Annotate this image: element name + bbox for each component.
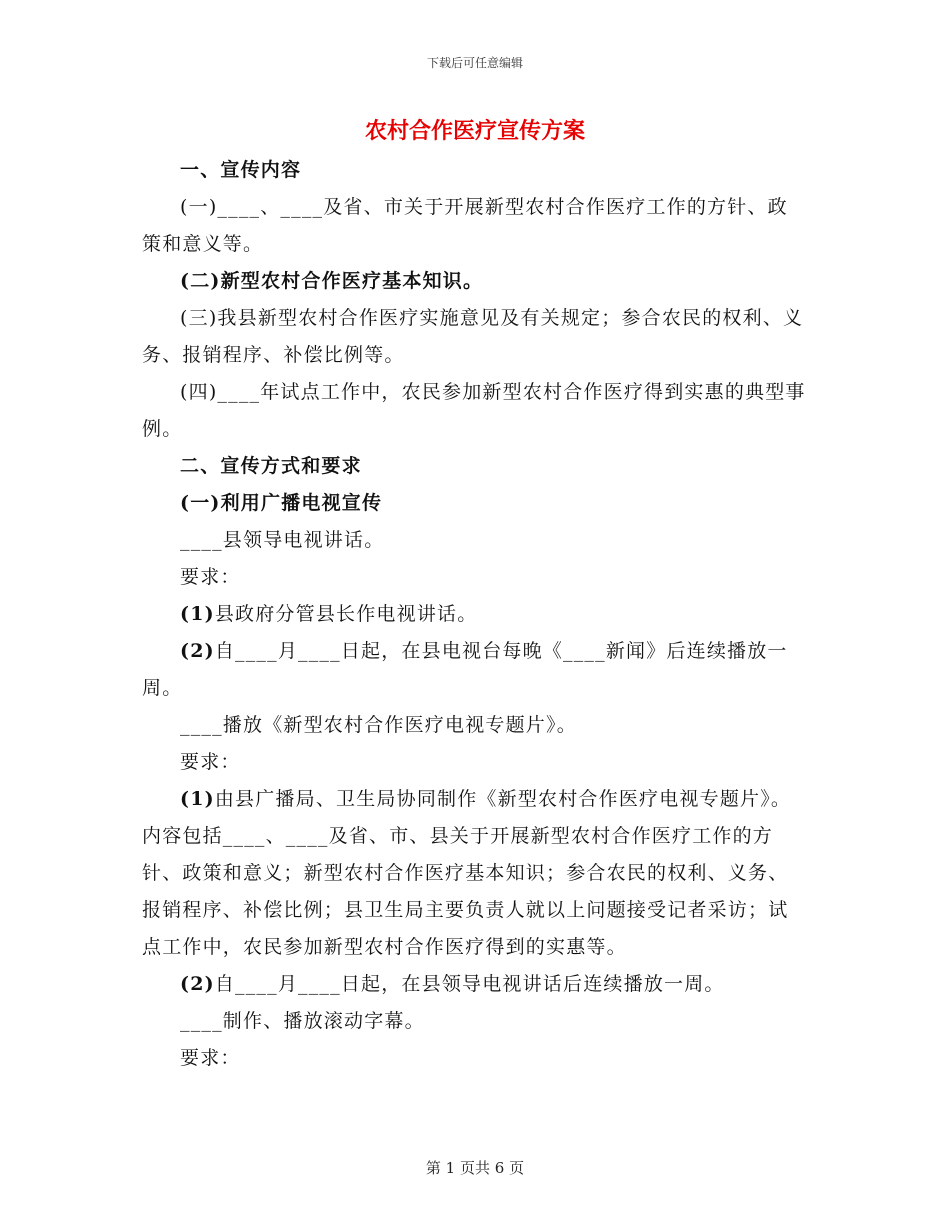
paragraph [142, 596, 808, 633]
item-number: (1) [180, 603, 215, 625]
paragraph-text: 要求： [180, 751, 241, 773]
paragraph [142, 781, 808, 966]
paragraph-text: 一、宣传内容 [180, 159, 302, 181]
paragraph-text: (四)____年试点工作中，农民参加新型农村合作医疗得到实惠的典型事例。 [142, 381, 806, 440]
paragraph-text: 县政府分管县长作电视讲话。 [214, 603, 478, 625]
paragraph-text: 要求： [180, 566, 241, 588]
paragraph [142, 374, 808, 448]
item-number: (2) [180, 973, 215, 995]
paragraph-text: (一)利用广播电视宣传 [180, 492, 383, 514]
paragraph [142, 189, 808, 263]
paragraph [142, 707, 808, 744]
paragraph-text: 自____月____日起，在县领导电视讲话后连续播放一周。 [214, 973, 725, 995]
paragraph [142, 152, 808, 189]
paragraph [142, 1003, 808, 1040]
paragraph-text: (二)新型农村合作医疗基本知识。 [180, 270, 484, 292]
paragraph-text: 要求： [180, 1047, 241, 1069]
item-number: (2) [180, 640, 215, 662]
paragraph [142, 485, 808, 522]
paragraph-text: ____县领导电视讲话。 [180, 529, 385, 551]
page-header: 下载后可任意编辑 [426, 56, 523, 70]
paragraph [142, 744, 808, 781]
paragraph [142, 300, 808, 374]
document-body [142, 152, 808, 1077]
paragraph [142, 633, 808, 707]
paragraph-text: 由县广播局、卫生局协同制作《新型农村合作医疗电视专题片》。内容包括____、____及省、市、县关于开展新型农村合作医疗工作的方针、政策和意义；新型农村合作医疗基本知识；参合农民的权利、义务、报销程序、补偿比例；县卫生局主要负责人就以上问题接受记者采访；试点工作中，农民参加新型农村合作医疗得到的实惠等。 [142, 788, 792, 958]
document-title: 农村合作医疗宣传方案 [364, 118, 585, 144]
paragraph [142, 966, 808, 1003]
paragraph-text: ____播放《新型农村合作医疗电视专题片》。 [180, 714, 577, 736]
paragraph [142, 522, 808, 559]
paragraph-text: 自____月____日起，在县电视台每晚《____新闻》后连续播放一周。 [142, 640, 788, 699]
item-number: (1) [180, 788, 215, 810]
paragraph [142, 448, 808, 485]
paragraph [142, 263, 808, 300]
paragraph-text: 二、宣传方式和要求 [180, 455, 362, 477]
paragraph [142, 559, 808, 596]
paragraph-text: ____制作、播放滚动字幕。 [180, 1010, 425, 1032]
paragraph-text: (一)____、____及省、市关于开展新型农村合作医疗工作的方针、政策和意义等。 [142, 196, 788, 255]
page-footer: 第 1 页共 6 页 [425, 1159, 525, 1177]
paragraph [142, 1040, 808, 1077]
paragraph-text: (三)我县新型农村合作医疗实施意见及有关规定；参合农民的权利、义务、报销程序、补偿比例等。 [142, 307, 804, 366]
